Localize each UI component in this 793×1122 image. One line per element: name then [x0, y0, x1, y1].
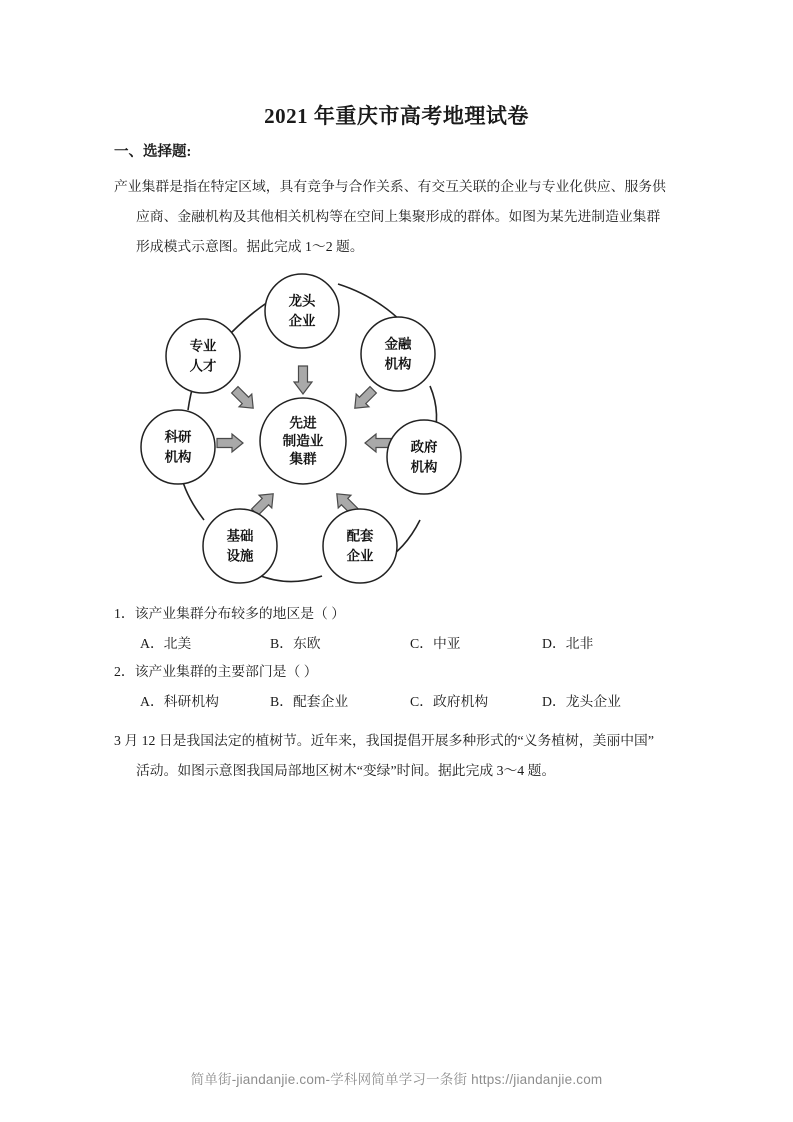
node-1-line2: 机构: [384, 356, 412, 372]
question-2-option-d[interactable]: D．龙头企业: [542, 694, 621, 709]
node-advanced-manufacturing-cluster: [260, 398, 346, 484]
center-label-line2: 制造业: [282, 433, 324, 449]
node-5-line2: 机构: [164, 449, 192, 465]
node-2-line2: 机构: [410, 459, 438, 475]
node-1-line1: 金融: [384, 336, 412, 352]
intro1-line2: 应商、金融机构及其他相关机构等在空间上集聚形成的群体。如图为某先进制造业集群: [136, 209, 661, 224]
node-research-institution: [141, 410, 215, 484]
arrow-from-research-institution: [217, 434, 243, 452]
node-4-line1: 基础: [226, 528, 254, 544]
question-1-option-c[interactable]: C．中亚: [410, 636, 461, 651]
question-1-stem: 1．该产业集群分布较多的地区是（ ）: [114, 606, 346, 621]
node-0-line2: 企业: [288, 313, 316, 329]
arrow-from-financial-institution: [348, 383, 379, 414]
arrow-from-lead-enterprise: [294, 366, 312, 394]
arc-supporting-infrastructure: [256, 574, 322, 582]
question-1-option-d[interactable]: D．北非: [542, 636, 594, 651]
question-2-stem: 2．该产业集群的主要部门是（ ）: [114, 664, 318, 679]
node-financial-institution: [361, 317, 435, 391]
node-lead-enterprise: [265, 274, 339, 348]
intro2-line1: 3 月 12 日是我国法定的植树节。近年来，我国提倡开展多种形式的“义务植树，美丽中国”: [114, 733, 654, 748]
node-6-line1: 专业: [189, 338, 217, 354]
section-heading: 一、选择题:: [114, 144, 192, 160]
industrial-cluster-diagram: [136, 258, 488, 598]
node-infrastructure: [203, 509, 277, 583]
intro2-line2: 活动。如图示意图我国局部地区树木“变绿”时间。据此完成 3～4 题。: [136, 763, 556, 778]
node-5-line1: 科研: [164, 429, 192, 445]
node-3-line2: 企业: [346, 548, 374, 564]
node-professional-talent: [166, 319, 240, 393]
arrow-from-professional-talent: [228, 383, 259, 414]
question-2-option-c[interactable]: C．政府机构: [410, 694, 489, 709]
node-0-line1: 龙头: [288, 293, 316, 309]
question-2-option-a[interactable]: A．科研机构: [140, 694, 219, 709]
node-2-line1: 政府: [410, 439, 438, 455]
node-4-line2: 设施: [226, 548, 254, 564]
intro-paragraph-2: [114, 726, 686, 786]
question-2-option-b[interactable]: B．配套企业: [270, 694, 349, 709]
node-3-line1: 配套: [346, 528, 374, 544]
intro1-line3: 形成模式示意图。据此完成 1～2 题。: [136, 239, 364, 254]
intro-paragraph-1: [114, 172, 686, 262]
page-title: 2021 年重庆市高考地理试卷: [264, 104, 529, 128]
footer-watermark: 简单街-jiandanjie.com-学科网简单学习一条街 https://jiandanjie.com: [190, 1072, 603, 1087]
node-government-agency: [387, 420, 461, 494]
intro1-line1: 产业集群是指在特定区域，具有竞争与合作关系、有交互关联的企业与专业化供应、服务供: [114, 179, 666, 194]
node-supporting-enterprise: [323, 509, 397, 583]
question-1-option-a[interactable]: A．北美: [140, 636, 192, 651]
question-1-option-b[interactable]: B．东欧: [270, 636, 321, 651]
center-label-line3: 集群: [289, 451, 317, 467]
node-6-line2: 人才: [189, 358, 217, 374]
center-label-line1: 先进: [289, 415, 317, 431]
